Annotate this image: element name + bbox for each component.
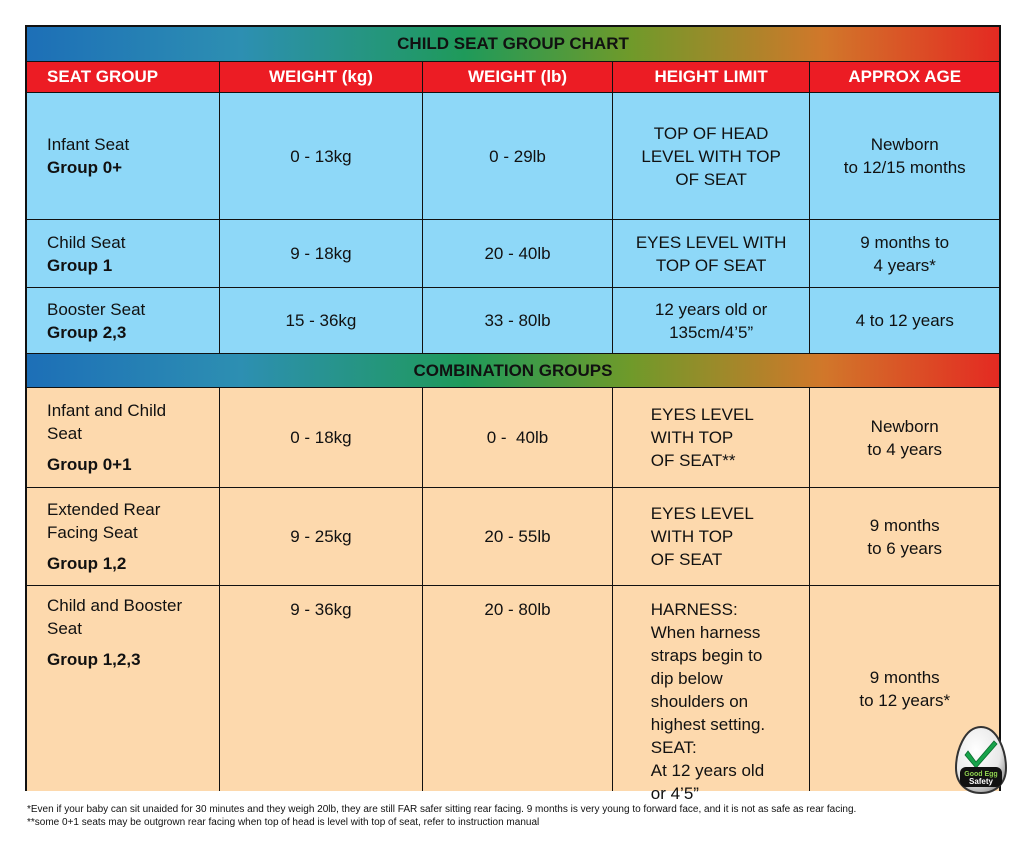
height-limit-cell: EYES LEVEL WITH TOP OF SEAT: [613, 220, 811, 287]
seat-group-cell: [27, 220, 220, 287]
seat-group-cell: [27, 388, 220, 487]
weight-lb-cell: 20 - 55lb: [423, 488, 613, 585]
table-row: [27, 220, 999, 288]
weight-lb-cell: 20 - 40lb: [423, 220, 613, 287]
table-row: [27, 288, 999, 353]
seat-name: Infant and Child Seat: [47, 401, 167, 443]
seat-name: Extended Rear Facing Seat: [47, 500, 161, 542]
header-weight-lb: WEIGHT (lb): [423, 62, 613, 92]
seat-group-number: Group 1,2,3: [47, 650, 141, 669]
height-limit-cell: EYES LEVEL WITH TOP OF SEAT: [613, 488, 811, 585]
weight-lb-cell: 0 - 29lb: [423, 93, 613, 219]
weight-kg-cell: 0 - 18kg: [220, 388, 424, 487]
seat-name: Infant Seat: [47, 135, 130, 154]
child-seat-group-chart: [25, 25, 1001, 803]
approx-age-cell: Newborn to 12/15 months: [843, 135, 966, 177]
weight-kg-cell: 0 - 13kg: [220, 93, 424, 219]
seat-group-number: Group 1,2: [47, 554, 127, 573]
seat-name: Child Seat: [47, 232, 126, 252]
weight-kg-cell: 9 - 36kg: [220, 586, 424, 791]
approx-age-cell: 4 to 12 years: [855, 311, 954, 330]
logo-text-safety: Safety: [968, 777, 994, 786]
footnote-rear-facing: *Even if your baby can sit unaided for 30 minutes and they weigh 20lb, they are still FAR safer sitting rear facing. 9 months is very young to forward face, and it is not as safe as rear facing.: [27, 804, 857, 815]
footnotes: [27, 803, 1017, 829]
egg-icon: [952, 724, 1010, 796]
height-limit-cell: 12 years old or 135cm/4’5”: [613, 288, 811, 353]
table-header-row: [27, 62, 999, 93]
height-limit-cell: EYES LEVEL WITH TOP OF SEAT**: [613, 388, 811, 487]
seat-group-cell: [27, 488, 220, 585]
table-row: [27, 586, 999, 803]
table-row: [27, 93, 999, 220]
seat-group-cell: [27, 586, 220, 791]
approx-age-cell: 9 months to 4 years*: [860, 232, 950, 275]
table-row: [27, 488, 999, 586]
header-approx-age: APPROX AGE: [848, 67, 962, 86]
seat-group-cell: [27, 93, 220, 219]
height-limit-cell: HARNESS: When harness straps begin to dip below shoulders on highest setting. SEAT: At 12 years old or 4’5”: [613, 586, 811, 791]
weight-lb-cell: 20 - 80lb: [423, 586, 613, 791]
seat-name: Child and Booster Seat: [47, 596, 183, 638]
header-weight-kg: WEIGHT (kg): [220, 62, 424, 92]
weight-kg-cell: 9 - 25kg: [220, 488, 424, 585]
weight-kg-cell: 15 - 36kg: [220, 288, 424, 353]
seat-name: Booster Seat: [47, 299, 146, 319]
table-row: [27, 388, 999, 488]
weight-lb-cell: 33 - 80lb: [423, 288, 613, 353]
logo-text-good-egg: Good Egg: [964, 771, 998, 778]
weight-lb-cell: 0 - 40lb: [423, 388, 613, 487]
header-seat-group: SEAT GROUP: [27, 62, 220, 92]
approx-age-cell: 9 months to 12 years*: [859, 667, 951, 710]
seat-group-number: Group 0+1: [47, 455, 132, 474]
combination-groups-title: COMBINATION GROUPS: [27, 353, 999, 388]
header-height-limit: HEIGHT LIMIT: [613, 62, 811, 92]
height-limit-cell: TOP OF HEAD LEVEL WITH TOP OF SEAT: [613, 93, 811, 219]
chart-title: CHILD SEAT GROUP CHART: [27, 27, 999, 62]
approx-age-cell: 9 months to 6 years: [867, 515, 943, 558]
seat-group-cell: [27, 288, 220, 353]
seat-group-number: Group 0+: [47, 158, 123, 177]
footnote-0plus1-seats: **some 0+1 seats may be outgrown rear facing when top of head is level with top of seat, refer to instruction manual: [27, 817, 540, 828]
approx-age-cell: Newborn to 4 years: [867, 416, 943, 459]
weight-kg-cell: 9 - 18kg: [220, 220, 424, 287]
seat-group-number: Group 2,3: [47, 322, 127, 342]
good-egg-safety-logo: [952, 724, 1010, 796]
seat-group-number: Group 1: [47, 255, 113, 275]
